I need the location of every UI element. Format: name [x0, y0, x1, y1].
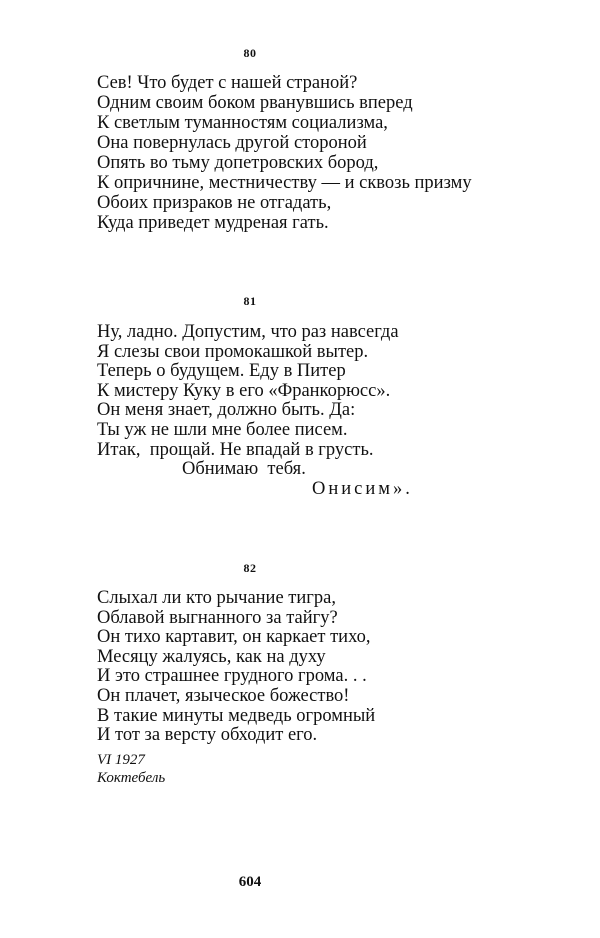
poem-line: И тот за версту обходит его. [97, 725, 318, 746]
poem-line: Теперь о будущем. Еду в Питер [97, 361, 346, 382]
poem-line: Сев! Что будет с нашей страной? [97, 73, 358, 93]
poem-date: VI 1927 [97, 752, 145, 768]
letter-closing: Обнимаю тебя. [182, 459, 306, 480]
page-number: 604 [238, 874, 262, 890]
poem-dateline [97, 751, 165, 787]
poem-line: Одним своим боком рванувшись вперед [97, 93, 413, 113]
poem-line: Я слезы свои промокашкой вытер. [97, 341, 369, 362]
poem-line: Она повернулась другой стороной [97, 133, 367, 153]
poem-line: Опять во тьму допетровских бород, [97, 153, 379, 173]
poem-line: Слыхал ли кто рычание тигра, [97, 588, 336, 608]
poem-81-stanza [97, 323, 567, 499]
poem-line: И это страшнее грудного грома. . . [97, 666, 367, 687]
poem-line: К опричнине, местничеству — и сквозь призму [97, 173, 472, 193]
poem-line: Куда приведет мудреная гать. [97, 213, 329, 233]
letter-signature: Онисим». [312, 478, 413, 499]
poem-line: Итак, прощай. Не впадай в грусть. [97, 439, 374, 460]
poem-number-80: 80 [243, 46, 257, 60]
poem-line: Облавой выгнанного за тайгу? [97, 607, 338, 628]
poem-line: В такие минуты медведь огромный [97, 705, 376, 726]
poem-line: Ну, ладно. Допустим, что раз навсегда [97, 322, 399, 342]
poem-line: Ты уж не шли мне более писем. [97, 419, 348, 440]
poem-line: Месяцу жалуясь, как на духу [97, 646, 326, 667]
poem-line: Обоих призраков не отгадать, [97, 193, 332, 213]
poem-place: Коктебель [97, 770, 166, 786]
poem-line: Он меня знает, должно быть. Да: [97, 400, 356, 421]
poem-number-82: 82 [243, 561, 257, 575]
poem-82-stanza [97, 589, 567, 746]
poem-line: К мистеру Куку в его «Франкорюсс». [97, 380, 391, 401]
poem-line: Он плачет, языческое божество! [97, 685, 350, 706]
poem-number-81: 81 [243, 294, 257, 308]
poem-line: Он тихо картавит, он каркает тихо, [97, 627, 371, 648]
poem-80-stanza [97, 73, 567, 233]
poem-line: К светлым туманностям социализма, [97, 113, 388, 133]
